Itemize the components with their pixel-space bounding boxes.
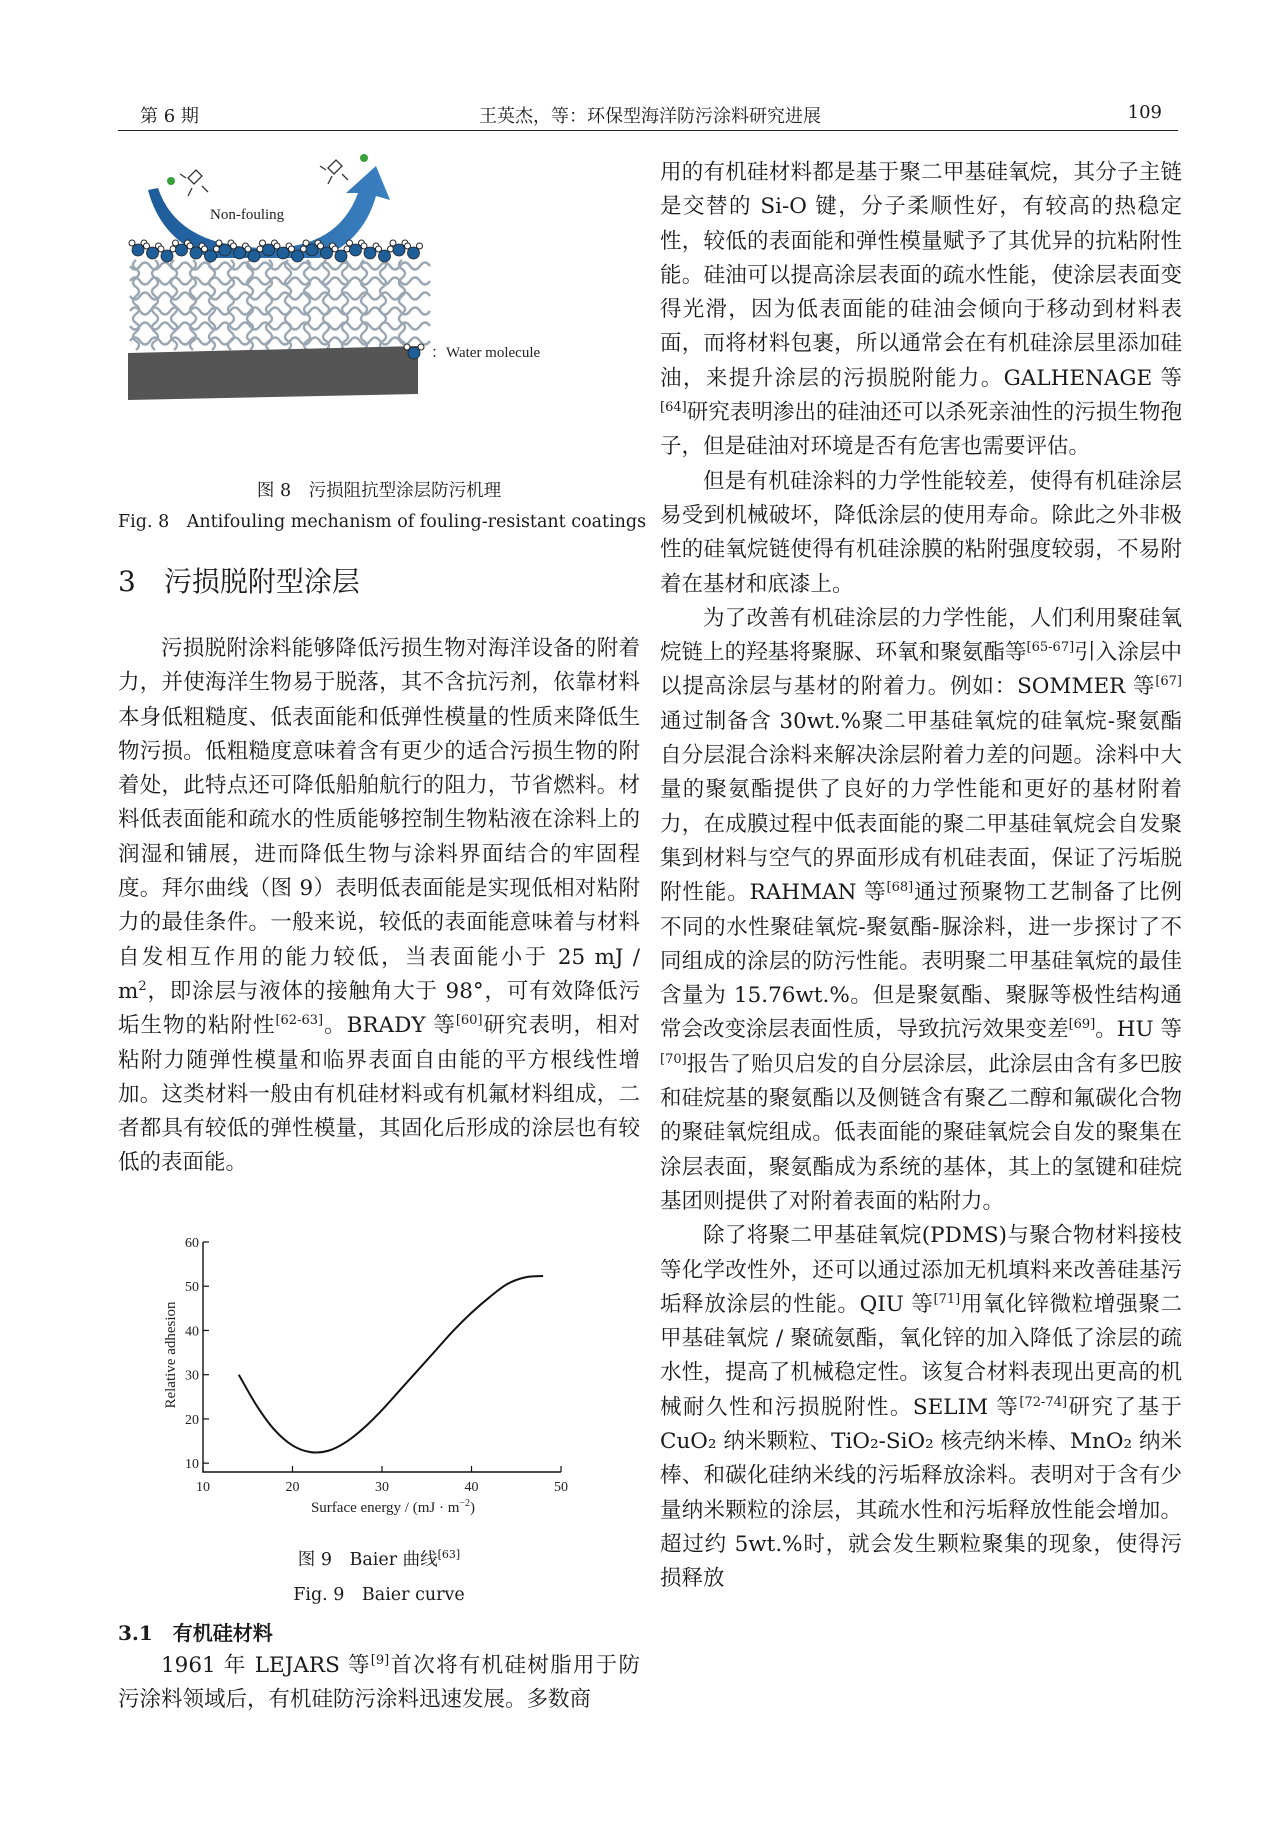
page-number: 109 bbox=[1127, 102, 1162, 123]
right-paragraph-3: 为了改善有机硅涂层的力学性能，人们利用聚硅氧烷链上的羟基将聚脲、环氧和聚氨酯等[65-67]引入涂层中以提高涂层与基材的附着力。例如：SOMMER 等[67]通过制备含 30wt.%聚二甲基硅氧烷的硅氧烷-聚氨酯自分层混合涂料来解决涂层附着力差的问题。涂料中大量的聚氨酯提供了良好的力学性能和更好的基材附着力，在成膜过程中低表面能的聚二甲基硅氧烷会自发聚集到材料与空气的界面形成有机硅表面，保证了污垢脱附性能。RAHMAN 等[68]通过预聚物工艺制备了比例不同的水性聚硅氧烷-聚氨酯-脲涂料，进一步探讨了不同组成的涂层的防污性能。表明聚二甲基硅氧烷的最佳含量为 15.76wt.%。但是聚氨酯、聚脲等极性结构通常会改变涂层表面性质，导致抗污效果变差[69]。HU 等[70]报告了贻贝启发的自分层涂层，此涂层由含有多巴胺和硅烷基的聚氨酯以及侧链含有聚乙二醇和氟碳化合物的聚硅氧烷组成。低表面能的聚硅氧烷会自发的聚集在涂层表面，聚氨酯成为系统的基体，其上的氢键和硅烷基团则提供了对附着表面的粘附力。 bbox=[660, 605, 1182, 1214]
water-molecule bbox=[405, 243, 423, 259]
x-tick-label: 20 bbox=[285, 1480, 300, 1495]
fig9-caption-cn: 图 9 Baier 曲线[63] bbox=[297, 1548, 461, 1570]
fig8-caption-cn: 图 8 污损阻抗型涂层防污机理 bbox=[256, 481, 502, 501]
axis-lines bbox=[203, 1242, 561, 1472]
fig8-caption-en: Fig. 8 Antifouling mechanism of fouling-resistant coatings bbox=[118, 512, 647, 532]
left-paragraph-1: 污损脱附涂料能够降低污损生物对海洋设备的附着力，并使海洋生物易于脱落，其不含抗污剂，依靠材料本身低粗糙度、低表面能和低弹性模量的性质来降低生物污损。低粗糙度意味着含有更少的适合污损生物的附着处，此特点还可降低船舶航行的阻力，节省燃料。材料低表面能和疏水的性质能够控制生物粘液在涂料上的润湿和铺展，进而降低生物与涂料界面结合的牢固程度。拜尔曲线（图 9）表明低表面能是实现低相对粘附力的最佳条件。一般来说，较低的表面能意味着与材料自发相互作用的能力较低，当表面能小于 25 mJ / $m^2$，即涂层与液体的接触角大于 98°，可有效降低污垢生物的粘附性[62-63]。BRADY 等[60]研究表明，相对粘附力随弹性模量和临界表面自由能的平方根线性增加。这类材料一般由有机硅材料或有机氟材料组成，二者都具有较低的弹性模量，其固化后形成的涂层也有较低的表面能。 bbox=[118, 636, 640, 1176]
subsection-3-1-heading: 3.1 有机硅材料 bbox=[118, 1621, 273, 1645]
y-tick-label: 40 bbox=[185, 1324, 199, 1340]
y-axis-label: Relative adhesion bbox=[163, 1301, 179, 1409]
fouling-organism-left bbox=[180, 170, 208, 196]
organism-spore-left bbox=[167, 177, 175, 185]
right-paragraph-4: 除了将聚二甲基硅氧烷(PDMS)与聚合物材料接枝等化学改性外，还可以通过添加无机填料来改善硅基污垢释放涂层的性能。QIU 等[71]用氧化锌微粒增强聚二甲基硅氧烷 / 聚硫氨酯，氧化锌的加入降低了涂层的疏水性，提高了机械稳定性。该复合材料表现出更高的机械耐久性和污损脱附性。SELIM 等[72-74]研究了基于 CuO₂ 纳米颗粒、TiO₂-SiO₂ 核壳纳米棒、MnO₂ 纳米棒、和碳化硅纳米线的污垢释放涂料。表明对于含有少量纳米颗粒的涂层，其疏水性和污垢释放性能会增加。超过约 5wt.%时，就会发生颗粒聚集的现象，使得污损释放 bbox=[660, 1223, 1182, 1592]
legend-label: ：Water molecule bbox=[431, 345, 541, 361]
right-column bbox=[660, 156, 1182, 1596]
figure-8-antifouling-mechanism bbox=[118, 148, 640, 458]
substrate bbox=[128, 346, 418, 400]
right-paragraph-1: 用的有机硅材料都是基于聚二甲基硅氧烷，其分子主链是交替的 Si-O 键，分子柔顺性好，有较高的热稳定性，较低的表面能和弹性模量赋予了其优异的抗粘附性能。硅油可以提高涂层表面的疏水性能，使涂层表面变得光滑，因为低表面能的硅油会倾向于移动到材料表面，而将材料包裹，所以通常会在有机硅涂层里添加硅油，来提升涂层的污损脱附能力。GALHENAGE 等[64]研究表明渗出的硅油还可以杀死亲油性的污损生物孢子，但是硅油对环境是否有危害也需要评估。 bbox=[660, 160, 1182, 460]
x-axis-label: Surface energy / $(mJ \cdot m^{-2})$ bbox=[310, 1498, 476, 1516]
baier-curve-line bbox=[239, 1276, 543, 1452]
running-header bbox=[118, 98, 1178, 132]
fig9-caption-en: Fig. 9 Baier curve bbox=[293, 1585, 465, 1605]
organism-spore-right bbox=[360, 154, 368, 162]
y-tick-label: 20 bbox=[185, 1412, 199, 1428]
y-tick-label: 30 bbox=[185, 1368, 199, 1384]
chart-ticks bbox=[185, 1236, 568, 1495]
y-tick-label: 50 bbox=[185, 1280, 199, 1296]
x-tick-label: 50 bbox=[554, 1480, 568, 1495]
nonfouling-label: Non-fouling bbox=[210, 207, 285, 223]
y-tick-label: 60 bbox=[185, 1236, 199, 1251]
right-paragraph-2: 但是有机硅涂料的力学性能较差，使得有机硅涂层易受到机械破坏，降低涂层的使用寿命。除此之外非极性的硅氧烷链使得有机硅涂膜的粘附强度较弱，不易附着在基材和底漆上。 bbox=[660, 468, 1182, 597]
left-paragraph-2: 1961 年 LEJARS 等[9]首次将有机硅树脂用于防污涂料领域后，有机硅防污涂料迅速发展。多数商 bbox=[118, 1652, 640, 1713]
x-tick-label: 40 bbox=[464, 1480, 479, 1495]
issue-number: 第 6 期 bbox=[140, 106, 199, 127]
figure-9-baier-curve bbox=[155, 1230, 595, 1520]
polymer-network bbox=[128, 258, 430, 353]
x-tick-label: 10 bbox=[196, 1480, 210, 1495]
fouling-organism-right bbox=[320, 160, 348, 184]
water-molecule-legend bbox=[404, 344, 541, 361]
running-title: 王英杰，等：环保型海洋防污涂料研究进展 bbox=[479, 106, 821, 127]
y-tick-label: 10 bbox=[185, 1457, 199, 1473]
x-tick-label: 30 bbox=[375, 1480, 389, 1495]
header-rule bbox=[118, 130, 1178, 131]
section-3-heading: 3 污损脱附型涂层 bbox=[118, 565, 360, 598]
chart-axes bbox=[203, 1242, 561, 1472]
